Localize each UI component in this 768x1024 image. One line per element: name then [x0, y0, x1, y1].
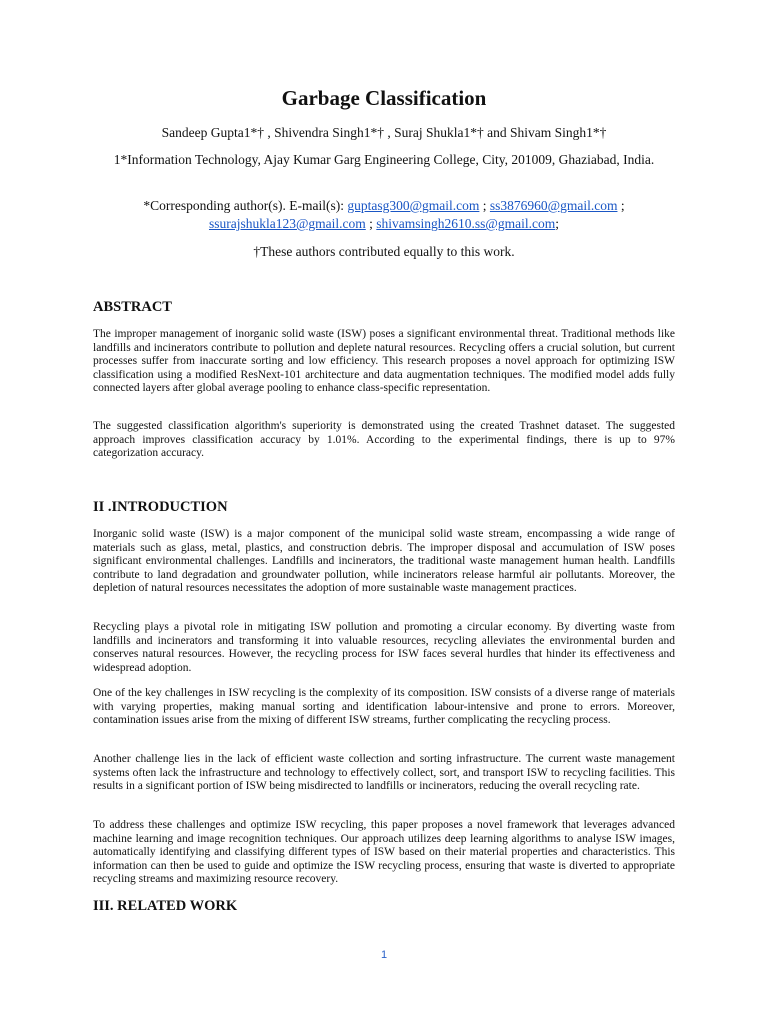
abstract-heading: ABSTRACT: [93, 299, 172, 315]
email-separator: ;: [620, 198, 625, 213]
introduction-heading: II .INTRODUCTION: [93, 499, 228, 515]
introduction-paragraph: To address these challenges and optimize ISW recycling, this paper proposes a novel framework that leverages advanced machine learning and image recognition techniques. Our approach utilizes deep learning algorithms to analyse ISW images, automatically identifying and classifying different types of ISW based on their material properties and characteristics. This information can then be used to guide and optimize the ISW recycling process, ensuring that waste is diverted to appropriate recycling streams and maximizing resource recovery.: [93, 819, 675, 886]
email-list-end: ;: [555, 216, 559, 231]
email-link-2[interactable]: ss3876960@gmail.com: [489, 198, 618, 213]
author-list: Sandeep Gupta1*† , Shivendra Singh1*† , Suraj Shukla1*† and Shivam Singh1*†: [161, 125, 607, 140]
page-number: 1: [380, 949, 388, 961]
corresponding-authors: [92, 197, 676, 233]
email-separator: ;: [482, 198, 487, 213]
introduction-paragraph: Another challenge lies in the lack of efficient waste collection and sorting infrastructure. The current waste management systems often lack the infrastructure and technology to effectively collect, sort, and transport ISW to recycling facilities. This results in a significant portion of ISW being misdirected to landfills or incinerators, reducing the overall recycling rate.: [93, 753, 675, 793]
affiliation: 1*Information Technology, Ajay Kumar Garg Engineering College, City, 201009, Ghaziabad, India.: [113, 152, 655, 167]
email-separator: ;: [369, 216, 373, 231]
introduction-paragraph: One of the key challenges in ISW recycling is the complexity of its composition. ISW consists of a diverse range of materials with varying properties, making manual sorting and identification labour-intensive and prone to errors. Moreover, contamination issues arise from the mixing of different ISW streams, further complicating the recycling process.: [93, 687, 675, 727]
corresponding-prefix: *Corresponding author(s). E-mail(s):: [143, 198, 344, 213]
email-link-4[interactable]: shivamsingh2610.ss@gmail.com: [376, 216, 556, 231]
abstract-paragraph: The improper management of inorganic solid waste (ISW) poses a significant environmental threat. Traditional methods like landfills and incinerators contribute to pollution and deplete natural resources. Recycling offers a crucial solution, but current processes suffer from inaccurate sorting and low efficiency. This research proposes a novel approach for optimizing ISW classification using a modified ResNext-101 architecture and data augmentation techniques. The modified model adds fully connected layers after global average pooling to enhance class-specific representation.: [93, 328, 675, 395]
introduction-paragraph: Recycling plays a pivotal role in mitigating ISW pollution and promoting a circular economy. By diverting waste from landfills and incinerators and transforming it into valuable resources, recycling alleviates the environmental burden and conserves natural resources. However, the recycling process for ISW faces several hurdles that hinder its effectiveness and widespread adoption.: [93, 621, 675, 674]
paper-title: Garbage Classification: [281, 86, 487, 110]
equal-contribution-note: †These authors contributed equally to this work.: [253, 244, 515, 259]
email-link-1[interactable]: guptasg300@gmail.com: [347, 198, 480, 213]
related-work-heading: III. RELATED WORK: [93, 898, 238, 914]
abstract-paragraph: The suggested classification algorithm's superiority is demonstrated using the created Trashnet dataset. The suggested approach improves classification accuracy by 1.01%. According to the experimental findings, there is up to 97% categorization accuracy.: [93, 420, 675, 460]
email-link-3[interactable]: ssurajshukla123@gmail.com: [208, 216, 366, 231]
introduction-paragraph: Inorganic solid waste (ISW) is a major component of the municipal solid waste stream, encompassing a wide range of materials such as glass, metal, plastics, and construction debris. The improper disposal and accumulation of ISW poses significant environmental challenges. Landfills and incinerators, the traditional waste management human health. Landfills contribute to land degradation and groundwater pollution, while incinerators release harmful air pollutants. Moreover, the depletion of natural resources necessitates the adoption of more sustainable waste management practices.: [93, 528, 675, 595]
